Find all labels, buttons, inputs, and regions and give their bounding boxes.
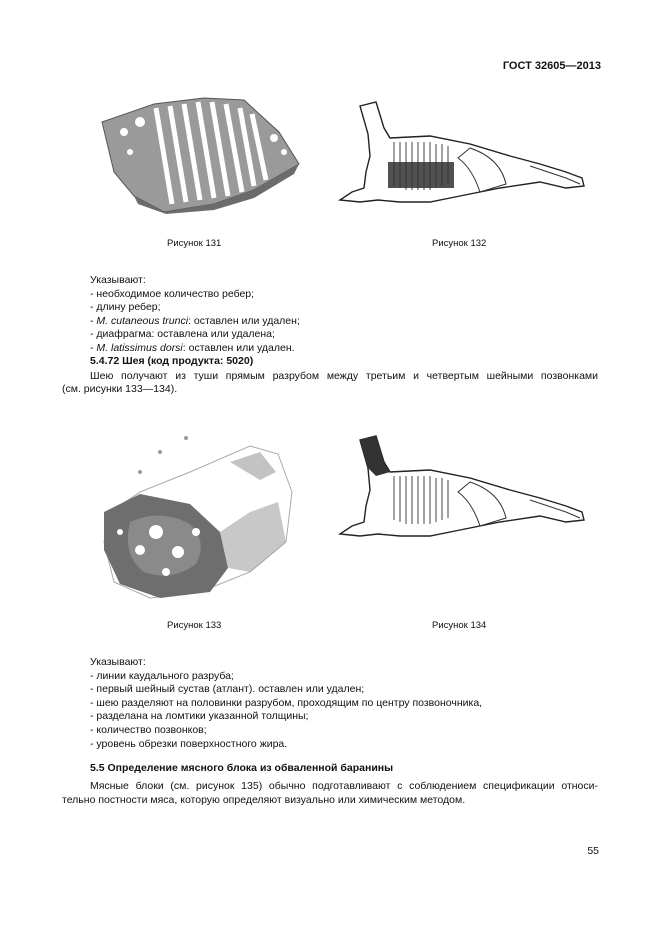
latin-term: M. latissimus dorsi xyxy=(96,341,183,354)
list-item-text: : оставлен или удален. xyxy=(182,341,295,354)
figure-134-image xyxy=(330,432,592,548)
list-item: - необходимое количество ребер; xyxy=(90,287,255,300)
dash: - xyxy=(90,314,97,327)
list-item: - линии каудального разруба; xyxy=(90,669,234,682)
figure-132-image xyxy=(330,98,592,214)
rib-section-highlight xyxy=(388,162,454,188)
figure-133-caption: Рисунок 133 xyxy=(167,620,222,631)
figure-133-image xyxy=(100,432,300,602)
list-item xyxy=(90,315,300,329)
neck-paragraph-line2: (см. рисунки 133—134). xyxy=(62,383,178,395)
requirements-list-1 xyxy=(90,274,300,356)
neck-heading: 5.4.72 Шея (код продукта: 5020) xyxy=(90,355,254,367)
list-intro: Указывают: xyxy=(90,274,146,286)
requirements-list-2 xyxy=(90,656,482,751)
list-item: - уровень обрезки поверхностного жира. xyxy=(90,737,288,750)
latin-term: M. cutaneous trunci xyxy=(96,314,189,327)
list-item: - длину ребер; xyxy=(90,301,161,314)
list-intro: Указывают: xyxy=(90,656,146,668)
neck-paragraph-line1: Шею получают из туши прямым разрубом между третьим и четвертым шейными позвонками xyxy=(90,370,598,382)
list-item-text: : оставлен или удален; xyxy=(188,314,300,327)
meat-block-paragraph-line1: Мясные блоки (см. рисунок 135) обычно подготавливают с соблюдением спецификации относи- xyxy=(90,780,598,792)
figure-134-caption: Рисунок 134 xyxy=(432,620,487,631)
dash: - xyxy=(90,341,97,354)
list-item: - шею разделяют на половинки разрубом, проходящим по центру позвоночника, xyxy=(90,696,483,709)
list-item: - первый шейный сустав (атлант). оставлен или удален; xyxy=(90,683,365,696)
list-item: - разделана на ломтики указанной толщины; xyxy=(90,710,309,723)
standard-number: ГОСТ 32605—2013 xyxy=(502,60,601,72)
meat-block-heading: 5.5 Определение мясного блока из обваленной баранины xyxy=(90,762,394,774)
list-item: - диафрагма: оставлена или удалена; xyxy=(90,328,275,341)
list-item xyxy=(90,342,300,356)
list-item: - количество позвонков; xyxy=(90,723,207,736)
figure-131-image xyxy=(94,92,304,214)
page-number: 55 xyxy=(587,845,599,857)
meat-block-paragraph-line2: тельно постности мяса, которую определяют визуально или химическим методом. xyxy=(62,794,466,806)
figure-131-caption: Рисунок 131 xyxy=(167,238,222,249)
figure-132-caption: Рисунок 132 xyxy=(432,238,487,249)
